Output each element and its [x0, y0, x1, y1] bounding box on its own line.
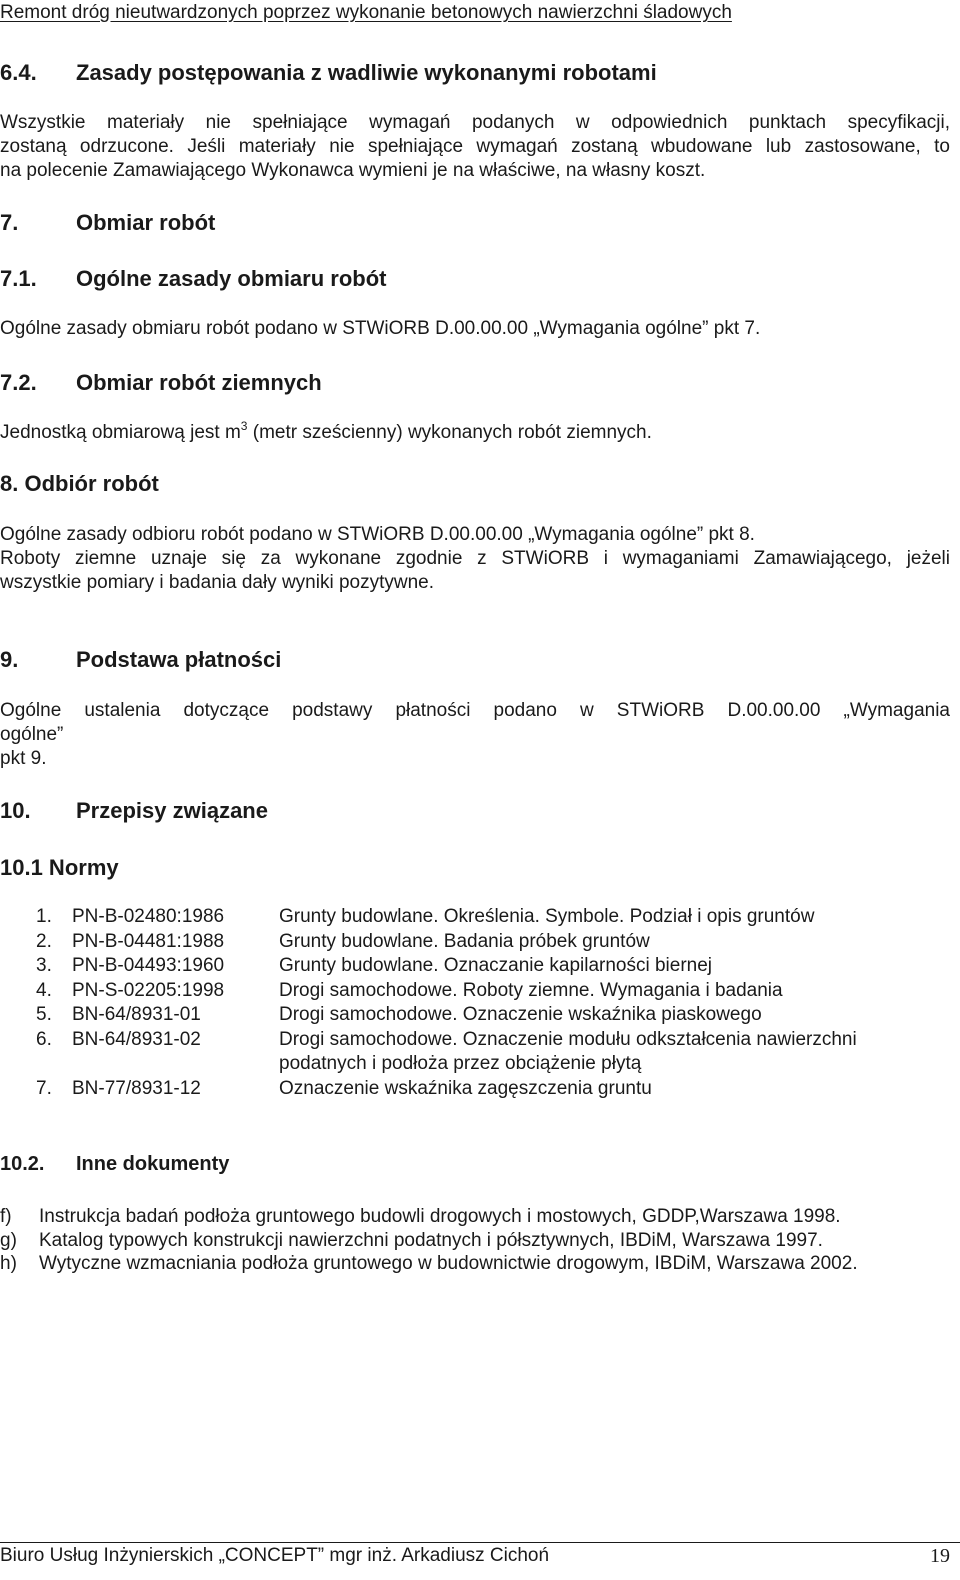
section-heading-8: 8. Odbiór robót [0, 471, 159, 496]
document-letter: g) [0, 1229, 17, 1251]
norm-code: PN-B-02480:1986 [72, 906, 225, 927]
section-title: Ogólne zasady obmiaru robót [76, 266, 387, 291]
norm-code: BN-77/8931-12 [72, 1077, 201, 1099]
document-letter: f) [0, 1206, 12, 1227]
norm-title: Grunty budowlane. Określenia. Symbole. Podział i opis gruntów [279, 906, 815, 927]
norm-index: 7. [36, 1077, 52, 1099]
section-number: 7.1. [0, 266, 37, 291]
section-number: 7.2. [0, 370, 37, 395]
section-title: Zasady postępowania z wadliwie wykonanymi robotami [76, 60, 657, 85]
list-item [36, 905, 936, 930]
norm-title: Oznaczenie wskaźnika zagęszczenia gruntu [279, 1077, 652, 1099]
document-text: Instrukcja badań podłoża gruntowego budowli drogowych i mostowych, GDDP,Warszawa 1998. [39, 1206, 841, 1227]
norm-title: Drogi samochodowe. Roboty ziemne. Wymagania i badania [279, 979, 783, 1001]
section-number: 10. [0, 798, 31, 823]
paragraph-line: ogólne” [0, 724, 64, 745]
norms-list [36, 905, 936, 1101]
paragraph-line: Ogólne ustalenia dotyczące podstawy płatności podano w STWiORB D.00.00.00 „Wymagania [0, 700, 950, 721]
paragraph-line: na polecenie Zamawiającego Wykonawca wymieni je na właściwe, na własny koszt. [0, 160, 706, 181]
paragraph-line: pkt 9. [0, 748, 47, 769]
list-item [36, 1077, 936, 1102]
document-text: Wytyczne wzmacniania podłoża gruntowego w budownictwie drogowym, IBDiM, Warszawa 2002. [39, 1253, 858, 1274]
running-header: Remont dróg nieutwardzonych poprzez wykonanie betonowych nawierzchni śladowych [0, 2, 732, 23]
norm-index: 3. [36, 955, 52, 976]
norm-index: 4. [36, 979, 52, 1001]
norm-code: BN-64/8931-01 [72, 1004, 201, 1025]
norm-title: Grunty budowlane. Oznaczanie kapilarności biernej [279, 955, 713, 976]
section-title: Obmiar robót ziemnych [76, 370, 322, 395]
paragraph-6-4 [0, 111, 950, 183]
section-title: Podstawa płatności [76, 647, 282, 672]
section-number: 9. [0, 647, 19, 672]
section-title: Obmiar robót [76, 210, 216, 235]
list-item [0, 1205, 960, 1229]
norm-code: PN-S-02205:1998 [72, 979, 225, 1001]
page-number: 19 [930, 1545, 950, 1567]
norm-title: Drogi samochodowe. Oznaczenie modułu odkształcenia nawierzchni [279, 1028, 857, 1050]
section-title: Inne dokumenty [76, 1153, 230, 1175]
paragraph-line: wszystkie pomiary i badania dały wyniki pozytywne. [0, 572, 435, 593]
paragraph-8 [0, 523, 950, 595]
norm-code: PN-B-04481:1988 [72, 930, 225, 952]
paragraph-7-1: Ogólne zasady obmiaru robót podano w STWiORB D.00.00.00 „Wymagania ogólne” pkt 7. [0, 318, 761, 339]
list-item [36, 1028, 936, 1077]
paragraph-text: Jednostką obmiarową jest m [0, 422, 241, 443]
paragraph-9 [0, 699, 950, 771]
norm-index: 1. [36, 906, 52, 927]
norm-title-continuation: podatnych i podłoża przez obciążenie płytą [279, 1053, 642, 1074]
document-letter: h) [0, 1253, 17, 1274]
document-text: Katalog typowych konstrukcji nawierzchni podatnych i półsztywnych, IBDiM, Warszawa 1997. [39, 1229, 823, 1251]
paragraph-line: zostaną odrzucone. Jeśli materiały nie spełniające wymagań zostaną wbudowane lub zastosowane, to [0, 136, 950, 157]
footer-company: Biuro Usług Inżynierskich „CONCEPT” mgr inż. Arkadiusz Cichoń [0, 1545, 550, 1566]
paragraph-text: (metr sześcienny) wykonanych robót ziemnych. [247, 422, 652, 443]
paragraph-line: Wszystkie materiały nie spełniające wymagań podanych w odpowiednich punktach specyfikacji, [0, 112, 950, 133]
list-item [36, 979, 936, 1004]
section-heading-10-1: 10.1 Normy [0, 855, 119, 880]
norm-code: BN-64/8931-02 [72, 1028, 201, 1050]
section-number: 6.4. [0, 60, 37, 85]
norm-title: Drogi samochodowe. Oznaczenie wskaźnika piaskowego [279, 1004, 762, 1025]
norm-code: PN-B-04493:1960 [72, 955, 225, 976]
paragraph-line: Roboty ziemne uznaje się za wykonane zgodnie z STWiORB i wymaganiami Zamawiającego, jeżeli [0, 548, 950, 569]
list-item [36, 954, 936, 979]
paragraph-7-2 [0, 421, 652, 445]
list-item [0, 1252, 960, 1276]
section-number: 7. [0, 210, 19, 235]
list-item [0, 1229, 960, 1253]
paragraph-line: Ogólne zasady odbioru robót podano w STWiORB D.00.00.00 „Wymagania ogólne” pkt 8. [0, 524, 755, 545]
list-item [36, 930, 936, 955]
documents-list [0, 1205, 960, 1276]
norm-index: 6. [36, 1028, 52, 1050]
section-title: Przepisy związane [76, 798, 268, 823]
norm-index: 2. [36, 930, 52, 952]
page-footer [0, 1542, 960, 1569]
superscript: 3 [240, 419, 248, 433]
section-number: 10.2. [0, 1153, 45, 1175]
norm-title: Grunty budowlane. Badania próbek gruntów [279, 930, 650, 952]
norm-index: 5. [36, 1004, 52, 1025]
list-item [36, 1003, 936, 1028]
